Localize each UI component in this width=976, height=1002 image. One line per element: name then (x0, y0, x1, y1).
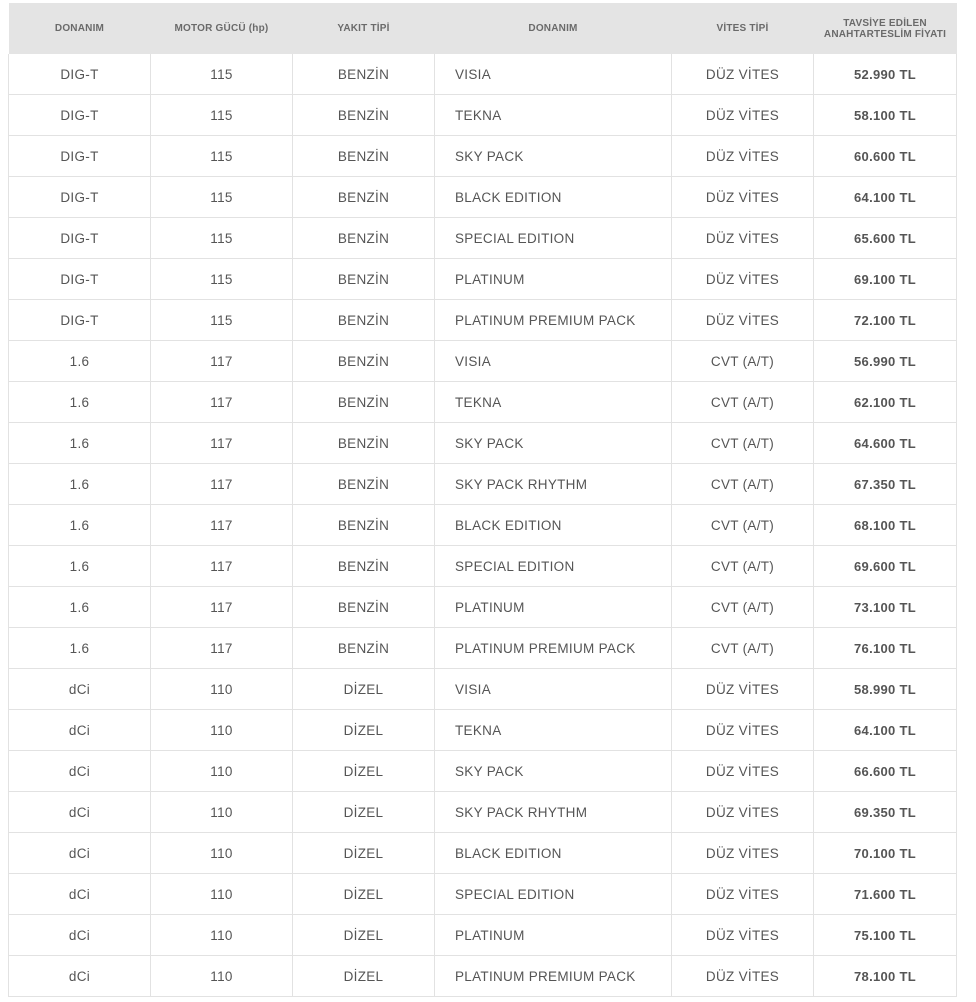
cell-fuel: DİZEL (293, 956, 435, 997)
cell-gearbox: CVT (A/T) (672, 505, 814, 546)
cell-engine: dCi (9, 833, 151, 874)
cell-trim: TEKNA (435, 710, 672, 751)
cell-power: 117 (151, 628, 293, 669)
cell-price: 78.100 TL (814, 956, 957, 997)
cell-trim: BLACK EDITION (435, 177, 672, 218)
header-fuel: YAKIT TİPİ (293, 3, 435, 54)
cell-trim: SKY PACK (435, 423, 672, 464)
header-row (9, 3, 957, 54)
cell-fuel: DİZEL (293, 915, 435, 956)
cell-gearbox: DÜZ VİTES (672, 874, 814, 915)
cell-price: 70.100 TL (814, 833, 957, 874)
cell-engine: 1.6 (9, 505, 151, 546)
cell-power: 117 (151, 382, 293, 423)
cell-trim: BLACK EDITION (435, 833, 672, 874)
cell-trim: PLATINUM (435, 587, 672, 628)
cell-fuel: BENZİN (293, 218, 435, 259)
cell-trim: PLATINUM PREMIUM PACK (435, 628, 672, 669)
cell-fuel: BENZİN (293, 300, 435, 341)
cell-trim: PLATINUM (435, 915, 672, 956)
cell-gearbox: DÜZ VİTES (672, 54, 814, 95)
cell-power: 115 (151, 259, 293, 300)
header-power: MOTOR GÜCÜ (hp) (151, 3, 293, 54)
cell-price: 64.100 TL (814, 710, 957, 751)
cell-power: 117 (151, 505, 293, 546)
cell-fuel: BENZİN (293, 587, 435, 628)
table-row (9, 54, 957, 95)
cell-fuel: BENZİN (293, 505, 435, 546)
cell-price: 67.350 TL (814, 464, 957, 505)
cell-power: 117 (151, 423, 293, 464)
cell-price: 52.990 TL (814, 54, 957, 95)
header-price-line2: ANAHTARTESLİM FİYATI (823, 28, 947, 40)
cell-price: 76.100 TL (814, 628, 957, 669)
cell-power: 110 (151, 792, 293, 833)
cell-power: 110 (151, 751, 293, 792)
cell-gearbox: DÜZ VİTES (672, 833, 814, 874)
cell-engine: 1.6 (9, 341, 151, 382)
cell-power: 117 (151, 341, 293, 382)
cell-fuel: BENZİN (293, 464, 435, 505)
cell-trim: TEKNA (435, 382, 672, 423)
cell-engine: dCi (9, 874, 151, 915)
cell-price: 64.600 TL (814, 423, 957, 464)
cell-gearbox: DÜZ VİTES (672, 956, 814, 997)
table-row (9, 915, 957, 956)
cell-price: 73.100 TL (814, 587, 957, 628)
cell-gearbox: CVT (A/T) (672, 423, 814, 464)
header-trim: DONANIM (435, 3, 672, 54)
cell-engine: 1.6 (9, 587, 151, 628)
cell-power: 115 (151, 95, 293, 136)
cell-engine: dCi (9, 792, 151, 833)
table-row (9, 218, 957, 259)
cell-fuel: BENZİN (293, 423, 435, 464)
table-row (9, 956, 957, 997)
table-row (9, 505, 957, 546)
table-row (9, 669, 957, 710)
table-row (9, 751, 957, 792)
cell-gearbox: CVT (A/T) (672, 587, 814, 628)
cell-fuel: BENZİN (293, 95, 435, 136)
cell-gearbox: DÜZ VİTES (672, 751, 814, 792)
cell-gearbox: DÜZ VİTES (672, 710, 814, 751)
cell-fuel: BENZİN (293, 259, 435, 300)
cell-fuel: DİZEL (293, 792, 435, 833)
cell-power: 115 (151, 177, 293, 218)
cell-gearbox: DÜZ VİTES (672, 915, 814, 956)
cell-engine: dCi (9, 669, 151, 710)
cell-trim: TEKNA (435, 95, 672, 136)
cell-price: 66.600 TL (814, 751, 957, 792)
cell-price: 69.350 TL (814, 792, 957, 833)
table-row (9, 177, 957, 218)
cell-fuel: DİZEL (293, 874, 435, 915)
cell-trim: PLATINUM PREMIUM PACK (435, 300, 672, 341)
cell-fuel: BENZİN (293, 341, 435, 382)
cell-price: 62.100 TL (814, 382, 957, 423)
cell-engine: dCi (9, 956, 151, 997)
cell-price: 58.990 TL (814, 669, 957, 710)
cell-power: 110 (151, 669, 293, 710)
cell-gearbox: DÜZ VİTES (672, 669, 814, 710)
cell-trim: BLACK EDITION (435, 505, 672, 546)
cell-engine: 1.6 (9, 382, 151, 423)
cell-power: 117 (151, 464, 293, 505)
cell-power: 115 (151, 218, 293, 259)
cell-power: 117 (151, 546, 293, 587)
cell-engine: DIG-T (9, 95, 151, 136)
cell-gearbox: DÜZ VİTES (672, 95, 814, 136)
cell-price: 69.600 TL (814, 546, 957, 587)
cell-power: 117 (151, 587, 293, 628)
cell-gearbox: DÜZ VİTES (672, 177, 814, 218)
header-price (814, 3, 957, 54)
cell-engine: DIG-T (9, 218, 151, 259)
cell-fuel: DİZEL (293, 833, 435, 874)
cell-gearbox: CVT (A/T) (672, 341, 814, 382)
cell-engine: DIG-T (9, 300, 151, 341)
cell-power: 115 (151, 54, 293, 95)
cell-engine: 1.6 (9, 546, 151, 587)
cell-power: 110 (151, 915, 293, 956)
cell-trim: SKY PACK RHYTHM (435, 792, 672, 833)
cell-price: 56.990 TL (814, 341, 957, 382)
cell-power: 110 (151, 956, 293, 997)
cell-engine: DIG-T (9, 259, 151, 300)
cell-price: 64.100 TL (814, 177, 957, 218)
table-row (9, 382, 957, 423)
cell-power: 110 (151, 833, 293, 874)
cell-trim: VISIA (435, 341, 672, 382)
cell-trim: PLATINUM PREMIUM PACK (435, 956, 672, 997)
table-row (9, 587, 957, 628)
cell-engine: 1.6 (9, 423, 151, 464)
table-row (9, 300, 957, 341)
price-table (8, 3, 957, 997)
cell-trim: SKY PACK RHYTHM (435, 464, 672, 505)
table-row (9, 95, 957, 136)
cell-fuel: BENZİN (293, 546, 435, 587)
cell-engine: DIG-T (9, 54, 151, 95)
cell-price: 58.100 TL (814, 95, 957, 136)
cell-power: 110 (151, 874, 293, 915)
cell-engine: 1.6 (9, 464, 151, 505)
cell-gearbox: DÜZ VİTES (672, 792, 814, 833)
table-row (9, 874, 957, 915)
cell-gearbox: CVT (A/T) (672, 628, 814, 669)
cell-fuel: BENZİN (293, 177, 435, 218)
cell-fuel: BENZİN (293, 54, 435, 95)
cell-power: 115 (151, 300, 293, 341)
table-row (9, 259, 957, 300)
cell-gearbox: DÜZ VİTES (672, 300, 814, 341)
cell-power: 110 (151, 710, 293, 751)
cell-price: 69.100 TL (814, 259, 957, 300)
cell-fuel: DİZEL (293, 710, 435, 751)
cell-engine: DIG-T (9, 136, 151, 177)
cell-trim: VISIA (435, 669, 672, 710)
cell-power: 115 (151, 136, 293, 177)
table-row (9, 341, 957, 382)
header-price-line1: TAVSİYE EDİLEN (843, 17, 927, 29)
cell-trim: PLATINUM (435, 259, 672, 300)
cell-trim: SPECIAL EDITION (435, 546, 672, 587)
cell-price: 72.100 TL (814, 300, 957, 341)
cell-gearbox: DÜZ VİTES (672, 218, 814, 259)
cell-trim: VISIA (435, 54, 672, 95)
table-row (9, 833, 957, 874)
cell-price: 71.600 TL (814, 874, 957, 915)
header-gearbox: VİTES TİPİ (672, 3, 814, 54)
cell-trim: SPECIAL EDITION (435, 218, 672, 259)
cell-gearbox: CVT (A/T) (672, 546, 814, 587)
cell-fuel: BENZİN (293, 136, 435, 177)
cell-gearbox: DÜZ VİTES (672, 259, 814, 300)
cell-fuel: BENZİN (293, 628, 435, 669)
table-row (9, 546, 957, 587)
table-row (9, 136, 957, 177)
cell-price: 65.600 TL (814, 218, 957, 259)
table-row (9, 710, 957, 751)
cell-trim: SKY PACK (435, 136, 672, 177)
table-row (9, 792, 957, 833)
table-row (9, 464, 957, 505)
table-row (9, 628, 957, 669)
table-body (9, 54, 957, 997)
table-header (9, 3, 957, 54)
cell-gearbox: CVT (A/T) (672, 382, 814, 423)
cell-trim: SKY PACK (435, 751, 672, 792)
cell-fuel: DİZEL (293, 669, 435, 710)
cell-fuel: BENZİN (293, 382, 435, 423)
cell-gearbox: CVT (A/T) (672, 464, 814, 505)
header-engine: DONANIM (9, 3, 151, 54)
cell-engine: dCi (9, 751, 151, 792)
cell-engine: 1.6 (9, 628, 151, 669)
cell-engine: dCi (9, 915, 151, 956)
cell-gearbox: DÜZ VİTES (672, 136, 814, 177)
cell-price: 68.100 TL (814, 505, 957, 546)
cell-engine: DIG-T (9, 177, 151, 218)
table-row (9, 423, 957, 464)
cell-trim: SPECIAL EDITION (435, 874, 672, 915)
cell-price: 75.100 TL (814, 915, 957, 956)
cell-engine: dCi (9, 710, 151, 751)
cell-price: 60.600 TL (814, 136, 957, 177)
cell-fuel: DİZEL (293, 751, 435, 792)
